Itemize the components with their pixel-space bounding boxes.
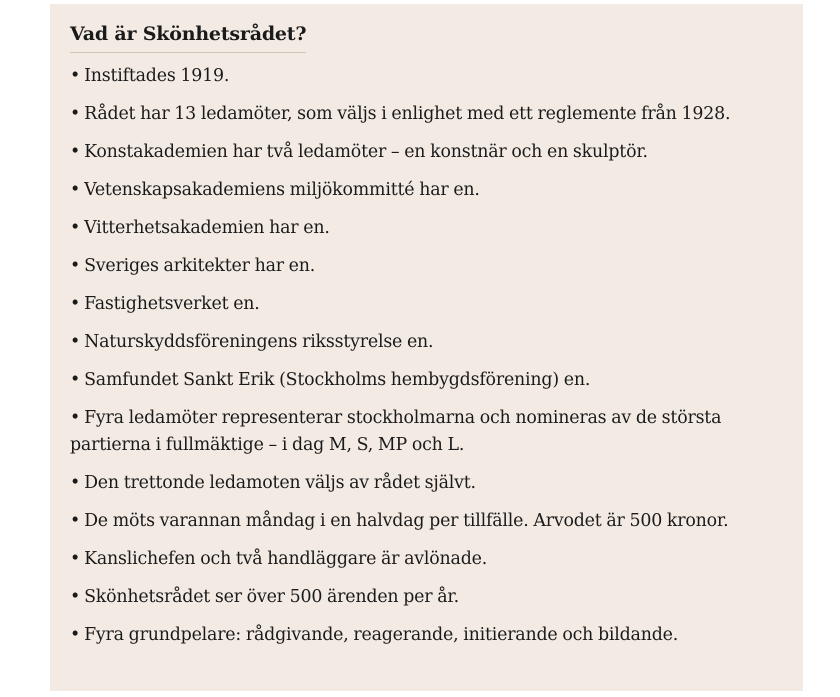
list-item-text: Fyra grundpelare: rådgivande, reagerande, initierande och bildande. xyxy=(84,625,679,645)
list-item-text: Konstakademien har två ledamöter – en konstnär och en skulptör. xyxy=(84,142,648,162)
list-item xyxy=(70,546,783,573)
list-item-text: De möts varannan måndag i en halvdag per tillfälle. Arvodet är 500 kronor. xyxy=(84,511,729,531)
bullet-icon: • xyxy=(70,625,81,645)
bullet-icon: • xyxy=(70,511,81,531)
bullet-icon: • xyxy=(70,587,81,607)
list-item xyxy=(70,101,783,128)
list-item xyxy=(70,63,783,90)
bullet-icon: • xyxy=(70,370,81,390)
list-item-text: Den trettonde ledamoten väljs av rådet självt. xyxy=(84,473,476,493)
list-item xyxy=(70,139,783,166)
list-item-text: Sveriges arkitekter har en. xyxy=(84,256,316,276)
list-item-text: Fastighetsverket en. xyxy=(84,294,260,314)
list-item xyxy=(70,329,783,356)
list-item xyxy=(70,291,783,318)
list-item xyxy=(70,584,783,611)
bullet-icon: • xyxy=(70,332,81,352)
list-item xyxy=(70,470,783,497)
fact-box-title: Vad är Skönhetsrådet? xyxy=(70,22,306,53)
list-item xyxy=(70,177,783,204)
bullet-icon: • xyxy=(70,473,81,493)
fact-list xyxy=(70,63,783,649)
list-item-text: Instiftades 1919. xyxy=(84,66,230,86)
fact-box xyxy=(50,4,803,691)
list-item xyxy=(70,367,783,394)
list-item xyxy=(70,253,783,280)
list-item-text: Samfundet Sankt Erik (Stockholms hembygdsförening) en. xyxy=(84,370,591,390)
list-item-text: Skönhetsrådet ser över 500 ärenden per år. xyxy=(84,587,459,607)
bullet-icon: • xyxy=(70,104,81,124)
list-item xyxy=(70,215,783,242)
list-item-text: Fyra ledamöter representerar stockholmarna och nomineras av de största partierna i fullmäktige – i dag M, S, MP och L. xyxy=(70,408,722,455)
bullet-icon: • xyxy=(70,180,81,200)
bullet-icon: • xyxy=(70,142,81,162)
list-item xyxy=(70,405,783,459)
list-item xyxy=(70,508,783,535)
list-item-text: Rådet har 13 ledamöter, som väljs i enlighet med ett reglemente från 1928. xyxy=(84,104,731,124)
list-item-text: Vetenskapsakademiens miljökommitté har en. xyxy=(84,180,480,200)
bullet-icon: • xyxy=(70,218,81,238)
bullet-icon: • xyxy=(70,256,81,276)
list-item-text: Vitterhetsakademien har en. xyxy=(84,218,330,238)
bullet-icon: • xyxy=(70,66,81,86)
list-item xyxy=(70,622,783,649)
list-item-text: Naturskyddsföreningens riksstyrelse en. xyxy=(84,332,434,352)
bullet-icon: • xyxy=(70,408,81,428)
bullet-icon: • xyxy=(70,294,81,314)
bullet-icon: • xyxy=(70,549,81,569)
list-item-text: Kanslichefen och två handläggare är avlönade. xyxy=(84,549,488,569)
